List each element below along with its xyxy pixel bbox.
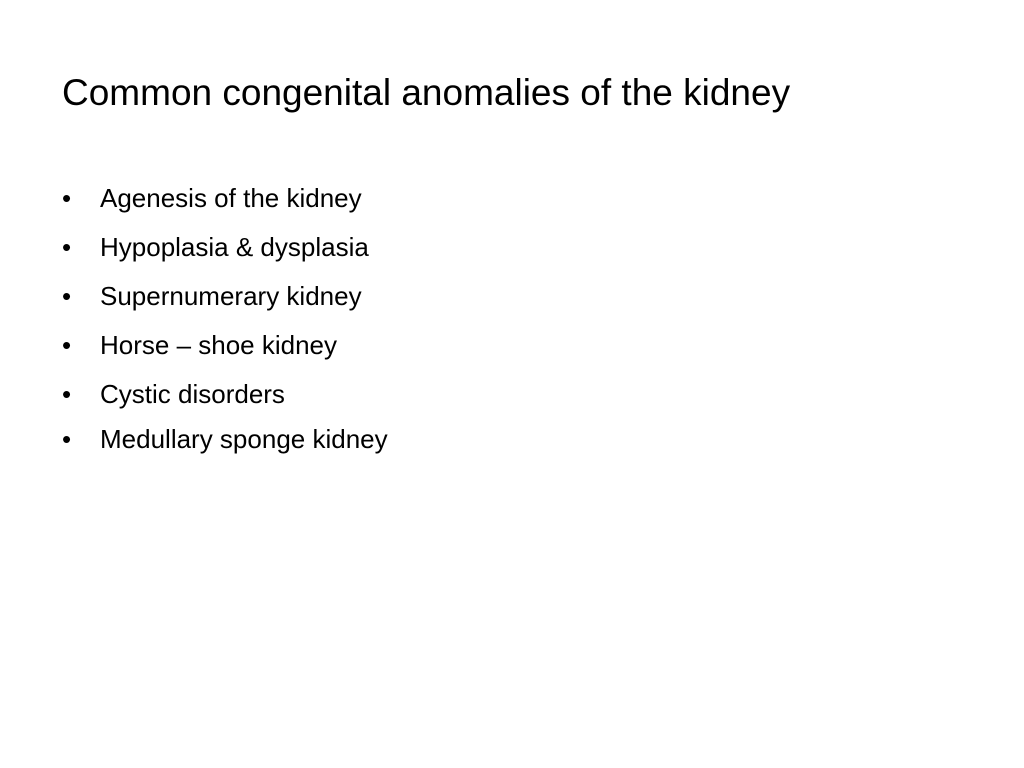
bullet-text: Supernumerary kidney	[100, 281, 362, 311]
bullet-item	[62, 280, 388, 312]
bullet-text: Agenesis of the kidney	[100, 183, 362, 213]
slide-title: Common congenital anomalies of the kidney	[62, 72, 791, 113]
bullet-icon: •	[62, 379, 72, 409]
bullet-item	[62, 423, 388, 455]
bullet-text: Medullary sponge kidney	[100, 424, 388, 454]
bullet-icon: •	[62, 424, 72, 454]
bullet-item	[62, 182, 388, 214]
bullet-icon: •	[62, 183, 72, 213]
bullet-list	[62, 182, 388, 455]
bullet-icon: •	[62, 330, 72, 360]
bullet-icon: •	[62, 232, 72, 262]
bullet-text: Hypoplasia & dysplasia	[100, 232, 369, 262]
bullet-icon: •	[62, 281, 72, 311]
bullet-item	[62, 329, 388, 361]
bullet-text: Horse – shoe kidney	[100, 330, 338, 360]
bullet-item	[62, 378, 388, 410]
bullet-item	[62, 231, 388, 263]
bullet-text: Cystic disorders	[100, 379, 285, 409]
